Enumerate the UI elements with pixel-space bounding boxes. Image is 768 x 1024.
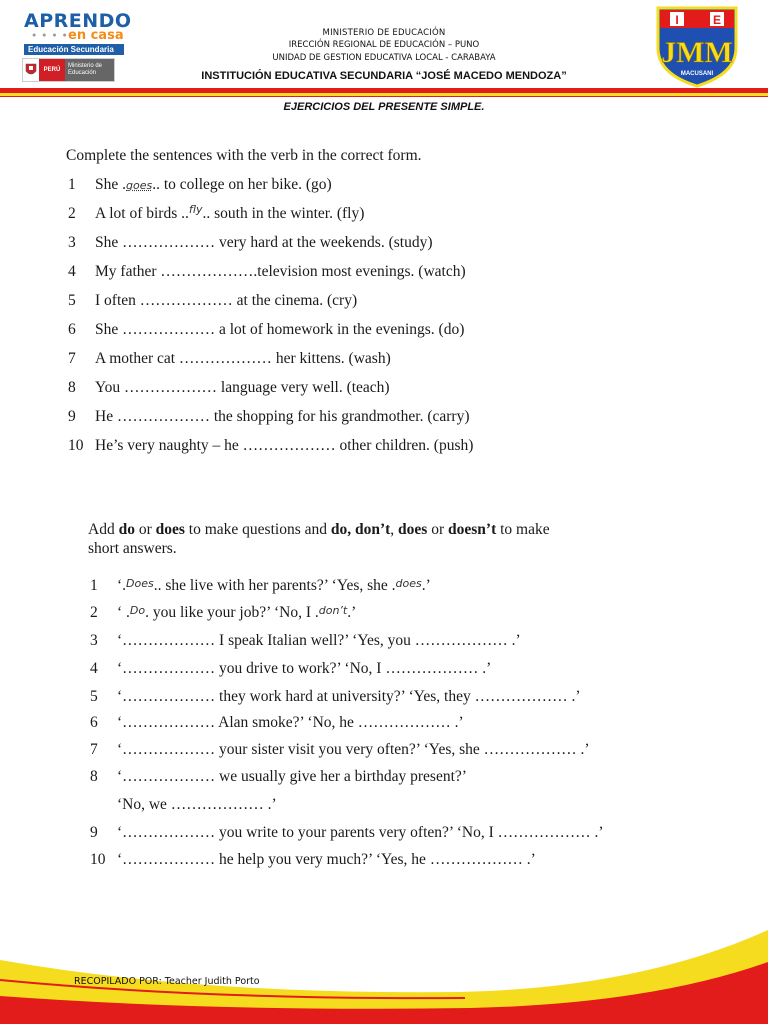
item-text-b: south in the winter. (fly)	[214, 205, 365, 222]
exercise-2-item	[90, 714, 464, 732]
instr-part: to make questions and	[184, 521, 331, 538]
instr-part: ,	[390, 521, 399, 538]
item-text: ‘……………… we usually give her a birthday present?’	[117, 768, 467, 785]
worksheet-title: EJERCICIOS DEL PRESENTE SIMPLE.	[283, 101, 485, 113]
handwritten-answer: does	[395, 577, 422, 590]
item-number: 6	[90, 714, 98, 731]
exercise-1-item	[68, 292, 357, 310]
item-number: 9	[90, 824, 98, 841]
item-text: .. she live with her parents?’ ‘Yes, she .	[153, 577, 396, 594]
header-line-3: UNIDAD DE GESTION EDUCATIVA LOCAL - CARABAYA	[272, 53, 496, 63]
item-number: 3	[90, 632, 98, 649]
exercise-2-item: 1 ‘.Does.. she live with her parents?’ ‘Yes, she .does.’	[90, 577, 431, 594]
item-text-a: My father ……………….	[95, 263, 258, 280]
handwritten-answer: fly	[188, 203, 203, 216]
svg-text:MACUSANI: MACUSANI	[680, 71, 714, 77]
header-line-1: MINISTERIO DE EDUCACIÓN	[322, 28, 446, 38]
school-name: INSTITUCIÓN EDUCATIVA SECUNDARIA “JOSÉ MACEDO MENDOZA”	[201, 70, 567, 82]
instr-bold: do, don’t	[330, 521, 391, 538]
item-number: 5	[68, 292, 76, 309]
handwritten-answer: Do	[129, 604, 146, 617]
logo-bar: Educación Secundaria	[24, 44, 124, 55]
instr-part: or	[134, 521, 156, 538]
footer-credit: RECOPILADO POR: Teacher Judith Porto	[74, 976, 260, 987]
exercise-1-item	[68, 321, 464, 339]
logo-title: APRENDO	[24, 10, 132, 32]
header-line-2: IRECCIÓN REGIONAL DE EDUCACIÓN – PUNO	[288, 40, 480, 50]
item-text: . you like your job?’ ‘No, I .	[145, 604, 319, 621]
instr-part: to make	[496, 521, 550, 538]
exercise-1-item: 2 A lot of birds ..$^{fly}$.. south in the winter. (fly)	[68, 203, 365, 222]
item-text-a: He’s very naughty – he ………………	[95, 437, 336, 454]
handwritten-answer: Does	[126, 577, 154, 590]
instr-part: Add	[88, 521, 119, 538]
instr-bold: does	[398, 521, 428, 538]
item-text: ‘……………… I speak Italian well?’ ‘Yes, you ……………… .’	[117, 632, 521, 649]
item-number: 4	[90, 660, 98, 677]
item-text: ‘……………… they work hard at university?’ ‘Yes, they ……………… .’	[117, 688, 581, 705]
item-number: 1	[68, 176, 76, 193]
item-number: 5	[90, 688, 98, 705]
logo-dots: ● ● ● ●	[32, 32, 69, 39]
item-text: .’	[421, 577, 431, 594]
item-text: ‘ .	[117, 604, 130, 621]
item-text-b: at the cinema. (cry)	[236, 292, 358, 309]
instr-bold: doesn’t	[448, 521, 497, 538]
item-text-b: her kittens. (wash)	[275, 350, 391, 367]
item-text: ‘……………… you drive to work?’ ‘No, I ……………… .’	[117, 660, 492, 677]
item-text: ‘……………… he help you very much?’ ‘Yes, he ……………… .’	[117, 851, 536, 868]
peru-label: PERÚ	[39, 59, 65, 81]
exercise-1-item	[68, 263, 466, 281]
school-shield-icon	[654, 4, 740, 88]
item-number: 4	[68, 263, 76, 280]
exercise-2-item	[90, 688, 581, 706]
item-text-b: television most evenings. (watch)	[257, 263, 466, 280]
item-text-a: A lot of birds	[95, 205, 178, 222]
item-text-a: She ………………	[95, 234, 216, 251]
header-divider-thin	[0, 96, 768, 97]
peru-crest-icon	[23, 59, 39, 81]
exercise-2-item	[90, 741, 590, 759]
item-text: ‘	[117, 577, 123, 594]
item-number: 9	[68, 408, 76, 425]
item-text-b: very hard at the weekends. (study)	[219, 234, 433, 251]
exercise-2-item	[90, 768, 467, 786]
exercise-1-item	[68, 379, 390, 397]
aprendo-en-casa-logo	[24, 12, 134, 55]
instr-part: or	[427, 521, 449, 538]
item-text-b: the shopping for his grandmother. (carry)	[213, 408, 470, 425]
item-text: ‘……………… Alan smoke?’ ‘No, he ……………… .’	[117, 714, 464, 731]
exercise-1-item	[68, 234, 432, 252]
item-text-b: language very well. (teach)	[220, 379, 390, 396]
svg-text:JMM: JMM	[661, 36, 733, 69]
exercise-1-item: 1 She .goes.. to college on her bike. (go)	[68, 176, 332, 193]
svg-text:E: E	[712, 13, 722, 27]
item-text: ‘……………… you write to your parents very often?’ ‘No, I ……………… .’	[117, 824, 604, 841]
item-number: 10	[68, 437, 84, 454]
item-text-b: other children. (push)	[339, 437, 474, 454]
handwritten-answer: goes	[126, 179, 153, 192]
item-text-a: He ………………	[95, 408, 210, 425]
logo-subtitle: en casa	[68, 28, 124, 43]
instr-bold: do	[118, 521, 135, 538]
item-text-a: A mother cat ………………	[95, 350, 272, 367]
exercise-2-item	[90, 660, 491, 678]
svg-text:I: I	[675, 13, 679, 27]
exercise-1-instruction: Complete the sentences with the verb in the correct form.	[66, 147, 422, 164]
item-number: 2	[90, 604, 98, 621]
footer-wave-decoration	[0, 900, 768, 1024]
exercise-2-item-continuation: ‘No, we ……………… .’	[117, 796, 277, 813]
item-text-a: You ………………	[95, 379, 218, 396]
item-text-a: I often ………………	[95, 292, 233, 309]
exercise-2-item	[90, 632, 521, 650]
item-number: 6	[68, 321, 76, 338]
item-text: .’	[347, 604, 357, 621]
item-number: 8	[68, 379, 76, 396]
item-text-a: She ………………	[95, 321, 216, 338]
instr-bold: does	[155, 521, 185, 538]
exercise-2-instruction-line2: short answers.	[88, 540, 177, 557]
item-text-a: She	[95, 176, 119, 193]
item-number: 7	[68, 350, 76, 367]
item-number: 1	[90, 577, 98, 594]
exercise-1-item	[68, 350, 391, 368]
item-number: 2	[68, 205, 76, 222]
item-text: ‘……………… your sister visit you very often?’ ‘Yes, she ……………… .’	[117, 741, 590, 758]
exercise-2-item	[90, 824, 604, 842]
item-text-b: to college on her bike. (go)	[163, 176, 332, 193]
exercise-2-item	[90, 851, 536, 869]
item-number: 7	[90, 741, 98, 758]
exercise-1-item	[68, 437, 473, 455]
item-text-b: a lot of homework in the evenings. (do)	[219, 321, 465, 338]
handwritten-answer: don’t	[318, 604, 348, 617]
exercise-2-item	[90, 604, 356, 622]
item-number: 3	[68, 234, 76, 251]
exercise-1-item	[68, 408, 470, 426]
item-number: 8	[90, 768, 98, 785]
ministry-label: Ministerio de Educación	[65, 59, 114, 81]
exercise-2-instruction	[88, 521, 550, 539]
item-number: 10	[90, 851, 106, 868]
peru-ministry-logo	[22, 58, 115, 82]
